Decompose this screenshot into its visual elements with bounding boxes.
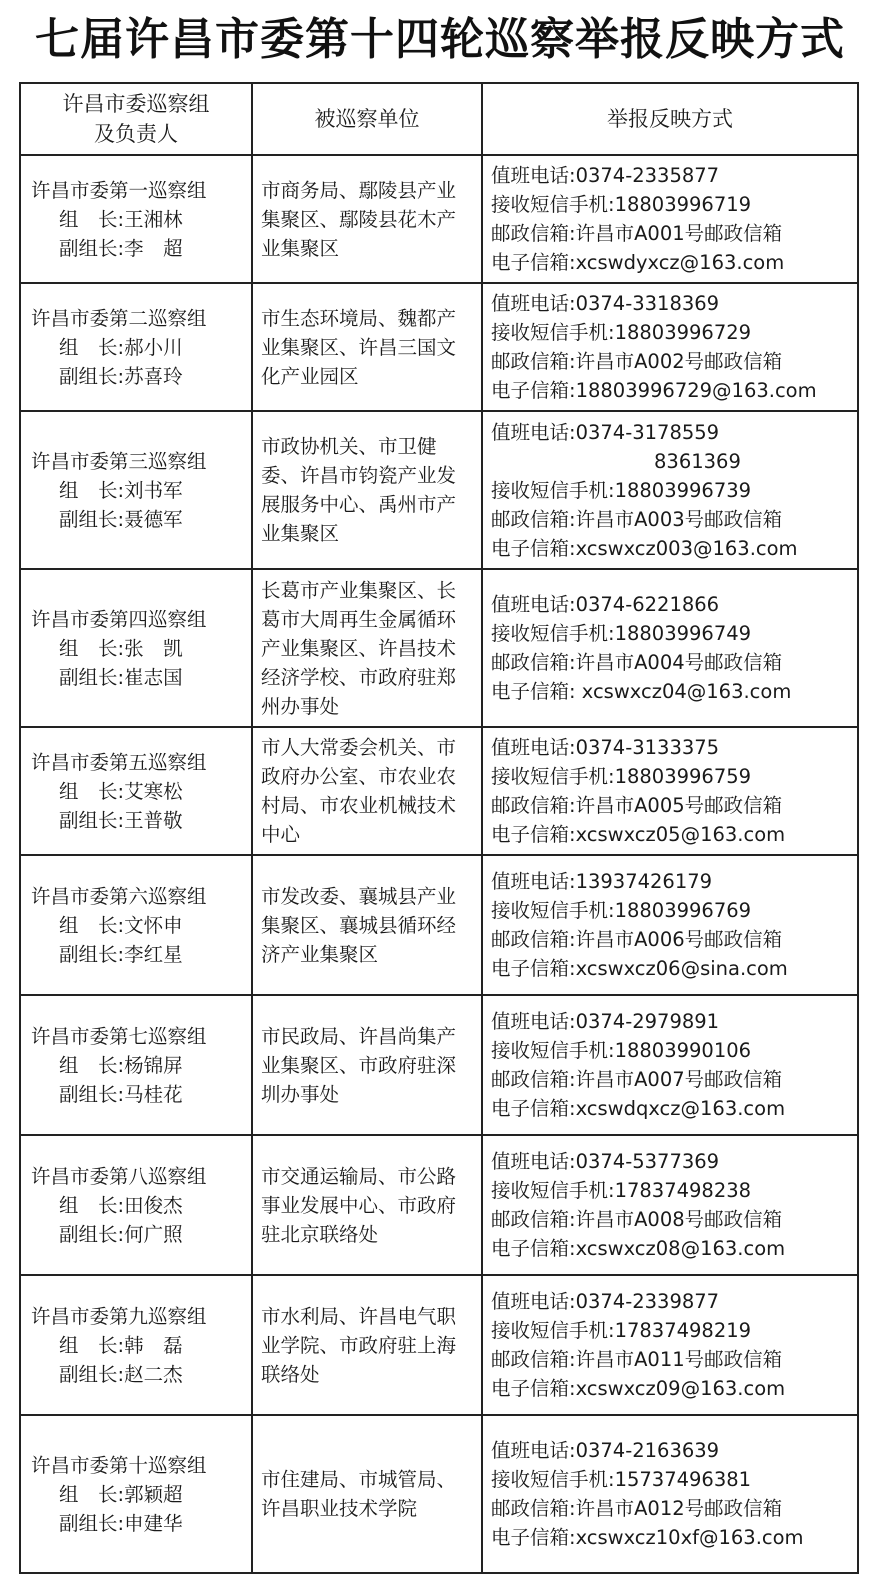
- email-address: 电子信箱:xcswdqxcz@163.com: [491, 1097, 786, 1120]
- postal-box: 邮政信箱:许昌市A003号邮政信箱: [491, 507, 783, 531]
- table-row: [20, 855, 858, 995]
- duty-phone: 值班电话:0374-3133375: [491, 736, 720, 759]
- duty-phone: 值班电话:0374-2979891: [491, 1010, 720, 1033]
- group-leader: 组 长:文怀申: [59, 913, 183, 937]
- group-deputy: 副组长:赵二杰: [59, 1362, 183, 1386]
- sms-phone: 接收短信手机:18803990106: [491, 1039, 752, 1062]
- contact-cell: [482, 1275, 858, 1415]
- group-name: 许昌市委第十巡察组: [31, 1453, 207, 1477]
- group-name: 许昌市委第九巡察组: [31, 1304, 207, 1328]
- inspected-units: 市政协机关、市卫健委、许昌市钧瓷产业发展服务中心、禹州市产业集聚区: [252, 411, 482, 569]
- group-deputy: 副组长:何广照: [59, 1222, 183, 1246]
- group-cell: [20, 855, 252, 995]
- email-address: 电子信箱:18803996729@163.com: [491, 379, 817, 402]
- sms-phone: 接收短信手机:17837498238: [491, 1179, 752, 1202]
- group-name: 许昌市委第八巡察组: [31, 1164, 207, 1188]
- postal-box: 邮政信箱:许昌市A011号邮政信箱: [491, 1348, 783, 1371]
- group-leader: 组 长:张 凯: [59, 636, 183, 660]
- sms-phone: 接收短信手机:15737496381: [491, 1468, 752, 1491]
- table-row: [20, 155, 858, 283]
- email-address: 电子信箱:xcswxcz10xf@163.com: [491, 1526, 804, 1549]
- group-name: 许昌市委第三巡察组: [31, 449, 207, 473]
- sms-phone: 接收短信手机:18803996739: [491, 478, 752, 502]
- postal-box: 邮政信箱:许昌市A001号邮政信箱: [491, 222, 783, 245]
- table-header-row: [20, 83, 858, 155]
- group-leader: 组 长:艾寒松: [59, 779, 183, 803]
- group-deputy: 副组长:崔志国: [59, 665, 183, 689]
- email-address: 电子信箱:xcswxcz05@163.com: [491, 823, 786, 846]
- header-group-line1: 许昌市委巡察组: [62, 92, 210, 116]
- contact-cell: [482, 727, 858, 855]
- group-name: 许昌市委第七巡察组: [31, 1024, 207, 1048]
- duty-phone: 值班电话:0374-2339877: [491, 1290, 720, 1313]
- inspected-units: 长葛市产业集聚区、长葛市大周再生金属循环产业集聚区、许昌技术经济学校、市政府驻郑州办事处: [252, 569, 482, 727]
- table-row: [20, 1135, 858, 1275]
- email-address: 电子信箱:xcswxcz06@sina.com: [491, 957, 788, 980]
- header-group: [20, 83, 252, 155]
- contact-cell: [482, 1135, 858, 1275]
- header-group-line2: 及负责人: [94, 122, 178, 146]
- postal-box: 邮政信箱:许昌市A005号邮政信箱: [491, 794, 783, 817]
- sms-phone: 接收短信手机:18803996769: [491, 899, 752, 922]
- inspected-units: 市人大常委会机关、市政府办公室、市农业农村局、市农业机械技术中心: [252, 727, 482, 855]
- group-cell: [20, 283, 252, 411]
- email-address: 电子信箱: xcswxcz04@163.com: [491, 680, 792, 703]
- group-leader: 组 长:郝小川: [59, 335, 183, 359]
- duty-phone-extra: 8361369: [654, 449, 741, 473]
- contact-cell: [482, 155, 858, 283]
- group-name: 许昌市委第五巡察组: [31, 750, 207, 774]
- group-deputy: 副组长:聂德军: [59, 507, 183, 531]
- group-cell: [20, 1415, 252, 1573]
- group-name: 许昌市委第一巡察组: [31, 178, 207, 202]
- group-deputy: 副组长:申建华: [59, 1511, 183, 1535]
- group-deputy: 副组长:马桂花: [59, 1082, 183, 1106]
- group-leader: 组 长:杨锦屏: [59, 1053, 183, 1077]
- table-row: [20, 995, 858, 1135]
- duty-phone: 值班电话:0374-5377369: [491, 1150, 720, 1173]
- contact-cell: [482, 569, 858, 727]
- sms-phone: 接收短信手机:18803996759: [491, 765, 752, 788]
- inspected-units: 市交通运输局、市公路事业发展中心、市政府驻北京联络处: [252, 1135, 482, 1275]
- postal-box: 邮政信箱:许昌市A008号邮政信箱: [491, 1208, 783, 1231]
- inspection-table: [19, 82, 859, 1574]
- group-deputy: 副组长:苏喜玲: [59, 364, 183, 388]
- duty-phone: 值班电话:0374-3178559: [491, 420, 720, 444]
- inspected-units: 市住建局、市城管局、许昌职业技术学院: [252, 1415, 482, 1573]
- contact-cell: [482, 995, 858, 1135]
- page-title: 七届许昌市委第十四轮巡察举报反映方式: [35, 14, 845, 65]
- group-deputy: 副组长:王普敬: [59, 808, 183, 832]
- table-row: [20, 569, 858, 727]
- contact-cell: [482, 855, 858, 995]
- group-leader: 组 长:田俊杰: [59, 1193, 183, 1217]
- group-name: 许昌市委第六巡察组: [31, 884, 207, 908]
- group-cell: [20, 1135, 252, 1275]
- header-units: 被巡察单位: [252, 83, 482, 155]
- group-name: 许昌市委第二巡察组: [31, 306, 207, 330]
- group-cell: [20, 995, 252, 1135]
- header-contact: 举报反映方式: [482, 83, 858, 155]
- duty-phone: 值班电话:0374-3318369: [491, 292, 720, 315]
- email-address: 电子信箱:xcswxcz003@163.com: [491, 536, 798, 560]
- group-leader: 组 长:王湘林: [59, 207, 183, 231]
- inspected-units: 市生态环境局、魏都产业集聚区、许昌三国文化产业园区: [252, 283, 482, 411]
- email-address: 电子信箱:xcswdyxcz@163.com: [491, 251, 785, 274]
- duty-phone: 值班电话:0374-6221866: [491, 593, 720, 616]
- sms-phone: 接收短信手机:18803996749: [491, 622, 752, 645]
- contact-cell: [482, 283, 858, 411]
- group-leader: 组 长:韩 磊: [59, 1333, 183, 1357]
- contact-cell: [482, 411, 858, 569]
- duty-phone: 值班电话:0374-2163639: [491, 1439, 720, 1462]
- table-body: [20, 155, 858, 1573]
- group-deputy: 副组长:李红星: [59, 942, 183, 966]
- group-name: 许昌市委第四巡察组: [31, 607, 207, 631]
- duty-phone: 值班电话:13937426179: [491, 870, 713, 893]
- postal-box: 邮政信箱:许昌市A007号邮政信箱: [491, 1068, 783, 1091]
- group-cell: [20, 155, 252, 283]
- group-deputy: 副组长:李 超: [59, 236, 183, 260]
- group-leader: 组 长:刘书军: [59, 478, 183, 502]
- inspected-units: 市发改委、襄城县产业集聚区、襄城县循环经济产业集聚区: [252, 855, 482, 995]
- postal-box: 邮政信箱:许昌市A012号邮政信箱: [491, 1497, 783, 1520]
- table-row: [20, 283, 858, 411]
- postal-box: 邮政信箱:许昌市A004号邮政信箱: [491, 651, 783, 674]
- email-address: 电子信箱:xcswxcz08@163.com: [491, 1237, 786, 1260]
- group-leader: 组 长:郭颖超: [59, 1482, 183, 1506]
- table-row: [20, 1415, 858, 1573]
- sms-phone: 接收短信手机:18803996729: [491, 321, 752, 344]
- email-address: 电子信箱:xcswxcz09@163.com: [491, 1377, 786, 1400]
- inspected-units: 市水利局、许昌电气职业学院、市政府驻上海联络处: [252, 1275, 482, 1415]
- group-cell: [20, 1275, 252, 1415]
- contact-cell: [482, 1415, 858, 1573]
- postal-box: 邮政信箱:许昌市A006号邮政信箱: [491, 928, 783, 951]
- postal-box: 邮政信箱:许昌市A002号邮政信箱: [491, 350, 783, 373]
- table-row: [20, 411, 858, 569]
- sms-phone: 接收短信手机:18803996719: [491, 193, 752, 216]
- group-cell: [20, 727, 252, 855]
- inspected-units: 市民政局、许昌尚集产业集聚区、市政府驻深圳办事处: [252, 995, 482, 1135]
- group-cell: [20, 411, 252, 569]
- inspected-units: 市商务局、鄢陵县产业集聚区、鄢陵县花木产业集聚区: [252, 155, 482, 283]
- sms-phone: 接收短信手机:17837498219: [491, 1319, 752, 1342]
- table-row: [20, 727, 858, 855]
- group-cell: [20, 569, 252, 727]
- duty-phone: 值班电话:0374-2335877: [491, 164, 720, 187]
- table-row: [20, 1275, 858, 1415]
